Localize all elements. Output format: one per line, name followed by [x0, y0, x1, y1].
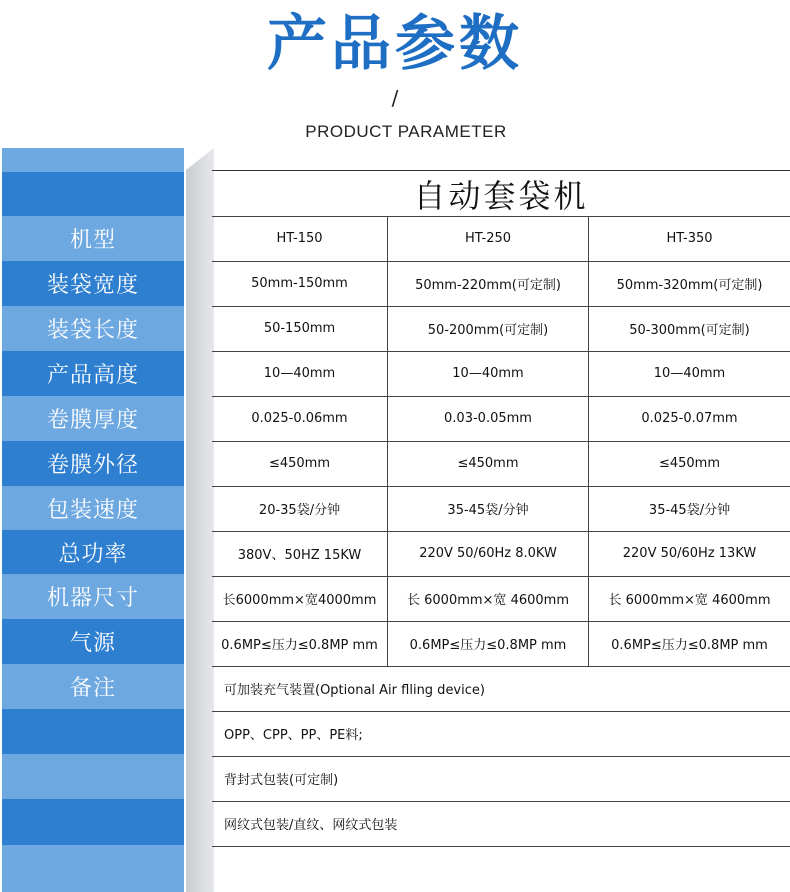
table-cell: 220V 50/60Hz 13KW: [588, 531, 790, 576]
table-row: [212, 441, 790, 487]
table-row: [212, 621, 790, 667]
table-row-note: [212, 801, 790, 847]
label-column: [0, 148, 188, 892]
table-row: [212, 486, 790, 532]
table-row: [212, 531, 790, 577]
title-separator: /: [391, 86, 399, 110]
table-cell: 0.03-0.05mm: [387, 396, 588, 441]
table-cell: 50mm-150mm: [251, 276, 348, 291]
parameter-table: [212, 170, 790, 833]
label-film-diameter: 卷膜外径: [2, 441, 184, 486]
table-cell: ≤450mm: [387, 441, 588, 486]
table-bevel: [186, 148, 214, 892]
label-spacer: [2, 754, 184, 799]
label-spacer: [2, 148, 184, 172]
table-cell: 10—40mm: [263, 366, 336, 381]
label-product-height: 产品高度: [2, 351, 184, 396]
table-cell: 0.025-0.06mm: [251, 411, 348, 426]
note-text: OPP、CPP、PP、PE料;: [224, 728, 363, 743]
table-cell: 50-200mm(可定制): [387, 306, 588, 351]
table-row: [212, 261, 790, 307]
table-row-note: [212, 711, 790, 757]
table-cell: 35-45袋/分钟: [387, 486, 588, 531]
label-spacer: [2, 845, 184, 892]
table-cell: ≤450mm: [588, 441, 790, 486]
label-spacer: [2, 172, 184, 216]
table-cell: 35-45袋/分钟: [588, 486, 790, 531]
table-cell: HT-150: [276, 231, 323, 246]
table-cell: 10—40mm: [387, 351, 588, 396]
table-cell: 0.025-0.07mm: [588, 396, 790, 441]
table-cell: 长 6000mm×宽 4600mm: [387, 576, 588, 621]
note-text: 网纹式包装/直纹、网纹式包装: [224, 818, 398, 833]
table-cell: 长 6000mm×宽 4600mm: [588, 576, 790, 621]
table-cell: 0.6MP≤压力≤0.8MP mm: [588, 621, 790, 666]
table-cell: 0.6MP≤压力≤0.8MP mm: [387, 621, 588, 666]
label-air-source: 气源: [2, 619, 184, 664]
table-cell: 10—40mm: [588, 351, 790, 396]
table-bevel-corner: [186, 148, 214, 170]
note-text: 可加装充气装置(Optional Air flling device): [224, 683, 485, 698]
table-row: [212, 306, 790, 352]
label-spacer: [2, 709, 184, 754]
table-cell: HT-250: [387, 216, 588, 261]
table-row: [212, 396, 790, 442]
label-spacer: [2, 799, 184, 845]
table-row: [212, 576, 790, 622]
table-cell: 380V、50HZ 15KW: [237, 548, 362, 563]
table-cell: 50-300mm(可定制): [588, 306, 790, 351]
page-title: 产品参数: [267, 9, 523, 79]
label-model: 机型: [2, 216, 184, 261]
table-cell: 220V 50/60Hz 8.0KW: [387, 531, 588, 576]
label-machine-size: 机器尺寸: [2, 574, 184, 619]
label-film-thickness: 卷膜厚度: [2, 396, 184, 441]
table-row-note: [212, 756, 790, 802]
label-remarks: 备注: [2, 664, 184, 709]
table-cell: 50-150mm: [263, 321, 336, 336]
table-cell: ≤450mm: [268, 456, 331, 471]
label-total-power: 总功率: [2, 530, 184, 574]
table-cell: 0.6MP≤压力≤0.8MP mm: [221, 638, 378, 653]
table-cell: 长6000mm×宽4000mm: [222, 593, 377, 608]
table-cell: HT-350: [588, 216, 790, 261]
label-bag-width: 装袋宽度: [2, 261, 184, 306]
label-bag-length: 装袋长度: [2, 306, 184, 351]
label-packing-speed: 包装速度: [2, 486, 184, 530]
note-text: 背封式包装(可定制): [224, 773, 339, 788]
table-cell: 20-35袋/分钟: [258, 503, 341, 518]
page-subtitle: PRODUCT PARAMETER: [305, 122, 507, 141]
table-row-header: [212, 171, 790, 217]
table-cell: 50mm-320mm(可定制): [588, 261, 790, 306]
table-row-model: [212, 216, 790, 262]
table-cell: 50mm-220mm(可定制): [387, 261, 588, 306]
table-row-note: [212, 666, 790, 712]
table-row: [212, 351, 790, 397]
machine-name: 自动套袋机: [413, 176, 589, 215]
